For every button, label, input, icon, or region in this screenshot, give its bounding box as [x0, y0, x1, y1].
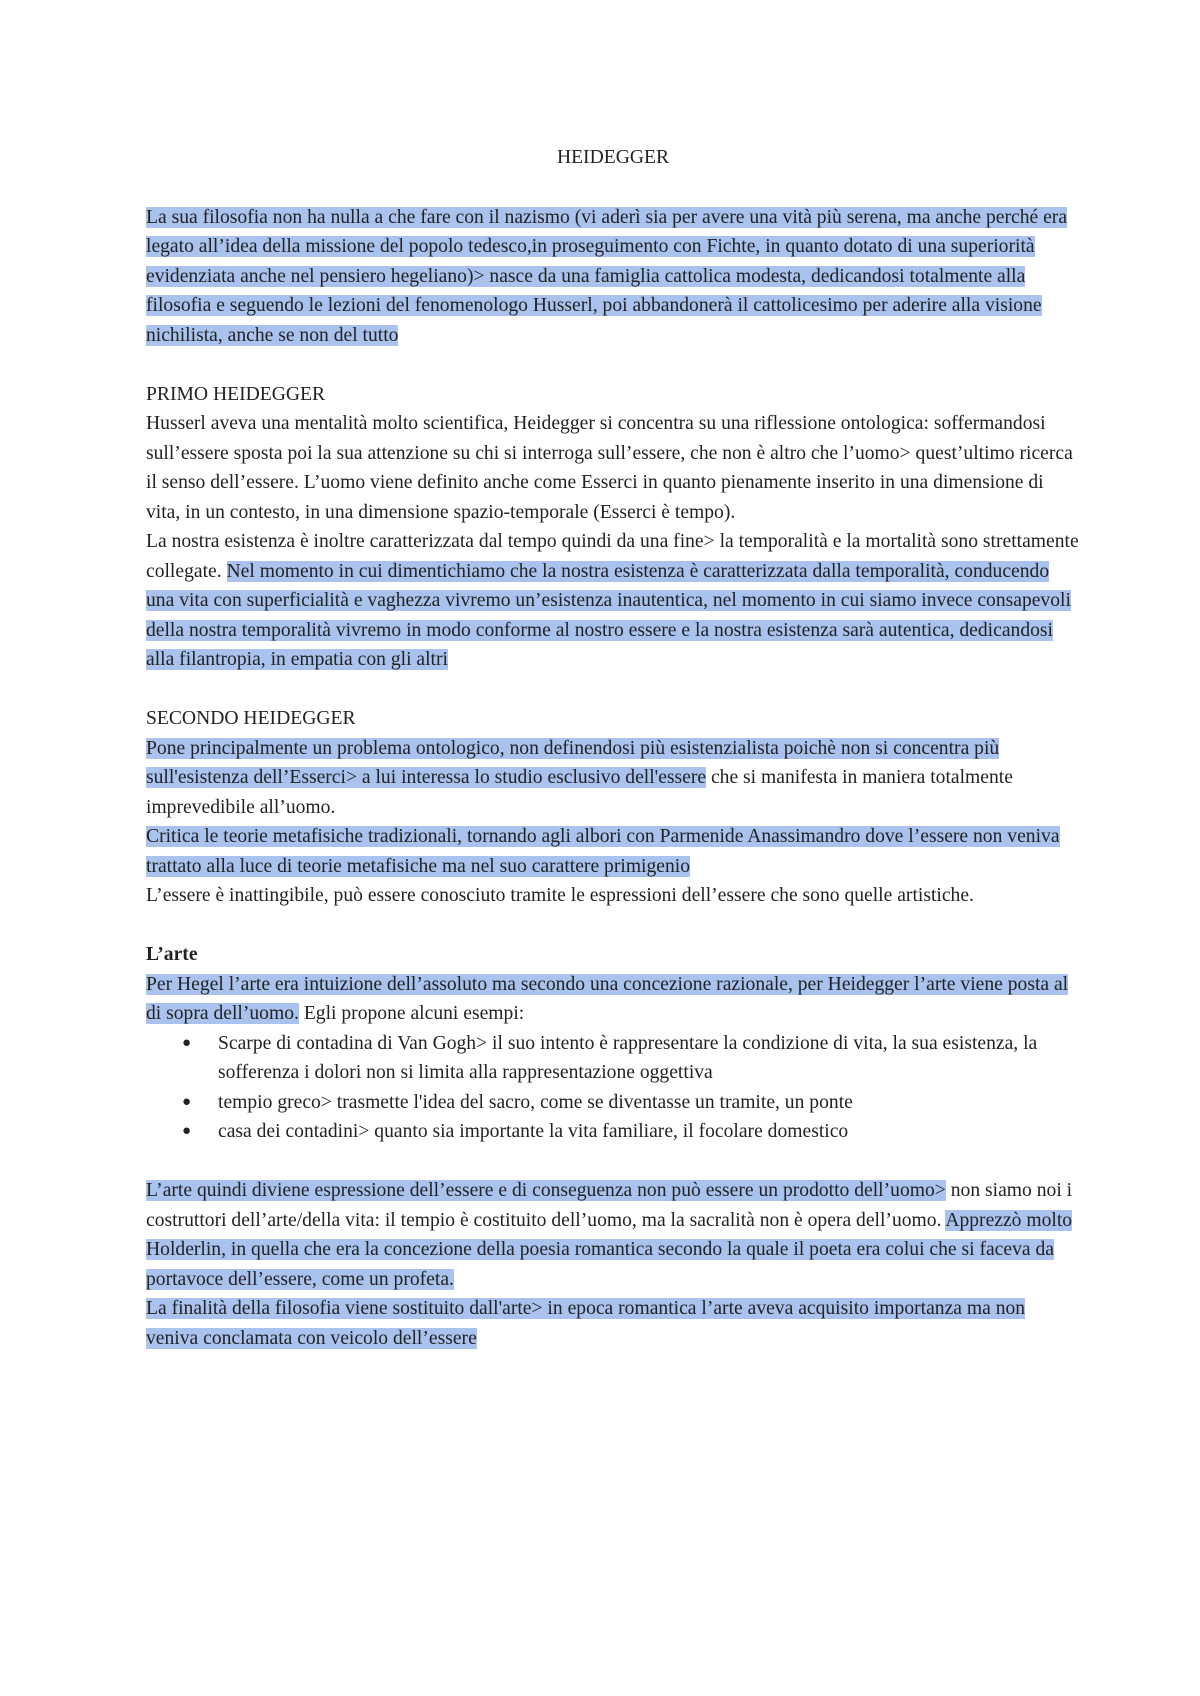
secondo-p1-highlight: Pone principalmente un problema ontologico, non definendosi più esistenzialista poichè non si concentra più sull'esistenza dell’Esserci> a lui interessa lo studio esclusivo dell'essere	[146, 737, 1000, 788]
secondo-p2-highlight: Critica le teorie metafisiche tradizionali, tornando agli albori con Parmenide Anassimandro dove l’essere non veniva trattato alla luce di teorie metafisiche ma nel suo carattere primigenio	[146, 826, 1060, 877]
arte-paragraph-1	[146, 970, 1080, 1029]
secondo-paragraph-3: L’essere è inattingibile, può essere conosciuto tramite le espressioni dell’essere che sono quelle artistiche.	[146, 885, 974, 906]
arte-p2-highlight: L’arte quindi diviene espressione dell’essere e di conseguenza non può essere un prodotto dell’uomo>	[146, 1180, 946, 1201]
secondo-paragraph-2	[146, 822, 1080, 881]
spacer	[146, 911, 1080, 941]
arte-p1-plain: Egli propone alcuni esempi:	[303, 1003, 525, 1024]
secondo-p1-plain: che si manifesta in maniera totalmente imprevedibile all’uomo.	[146, 767, 1013, 818]
primo-paragraph-1: Husserl aveva una mentalità molto scientifica, Heidegger si concentra su una riflessione ontologica: soffermandosi sull’essere sposta poi la sua attenzione su chi si interroga sull’essere, che non è altro che l’uomo> quest’ultimo ricerca il senso dell’essere. L’uomo viene definito anche come Esserci in quanto pienamente inserito in una dimensione di vita, in un contesto, in una dimensione spazio-temporale (Esserci è tempo).	[146, 413, 1073, 523]
primo-paragraph-2	[146, 527, 1080, 675]
spacer	[146, 1147, 1080, 1177]
arte-examples-list	[146, 1029, 1080, 1147]
spacer	[146, 350, 1080, 380]
intro-paragraph	[146, 203, 1080, 351]
secondo-heading: SECONDO HEIDEGGER	[146, 708, 356, 729]
spacer	[146, 675, 1080, 705]
primo-heading: PRIMO HEIDEGGER	[146, 383, 326, 405]
list-item: ● casa dei contadini> quanto sia importante la vita familiare, il focolare domestico	[182, 1117, 1080, 1147]
secondo-paragraph-1	[146, 734, 1080, 823]
primo-p2-plain: La nostra esistenza è inoltre caratterizzata dal tempo quindi da una fine> la temporalità e la mortalità sono strettamente collegate.	[146, 531, 1079, 582]
arte-p1-highlight: Per Hegel l’arte era intuizione dell’assoluto ma secondo una concezione razionale, per Heidegger l’arte viene posta al di sopra dell’uomo.	[146, 973, 1069, 1024]
arte-paragraph-2	[146, 1176, 1080, 1294]
list-item: ● Scarpe di contadina di Van Gogh> il suo intento è rappresentare la condizione di vita, la sua esistenza, la sofferenza i dolori non si limita alla rappresentazione oggettiva	[182, 1029, 1080, 1088]
arte-paragraph-3	[146, 1294, 1080, 1353]
document-title: HEIDEGGER	[556, 147, 670, 168]
list-item: ● tempio greco> trasmette l'idea del sacro, come se diventasse un tramite, un ponte	[182, 1088, 1080, 1118]
arte-p2-plain: non siamo noi i costruttori dell’arte/della vita: il tempio è costituito dell’uomo, ma la sacralità non è opera dell’uomo.	[146, 1180, 1073, 1231]
arte-p2-highlight-2: Apprezzò molto Holderlin, in quella che era la concezione della poesia romantica secondo la quale il poeta era colui che si faceva da portavoce dell’essere, come un profeta.	[146, 1209, 1073, 1290]
arte-heading: L’arte	[146, 944, 198, 965]
intro-highlight: La sua filosofia non ha nulla a che fare con il nazismo (vi aderì sia per avere una vità più serena, ma anche perché era legato all’idea della missione del popolo tedesco,in proseguimento con Fichte, in quanto dotato di una superiorità evidenziata anche nel pensiero hegeliano)> nasce da una famiglia cattolica modesta, dedicandosi totalmente alla filosofia e seguendo le lezioni del fenomenologo Husserl, poi abbandonerà il cattolicesimo per aderire alla visione nichilista, anche se non del tutto	[146, 206, 1068, 346]
arte-p3-highlight: La finalità della filosofia viene sostituito dall'arte> in epoca romantica l’arte aveva acquisito importanza ma non veniva conclamata con veicolo dell’essere	[146, 1298, 1026, 1349]
primo-p2-highlight: Nel momento in cui dimentichiamo che la nostra esistenza è caratterizzata dalla temporalità, conducendo una vita con superficialità e vaghezza vivremo un’esistenza inautentica, nel momento in cui siamo invece consapevoli della nostra temporalità vivremo in modo conforme al nostro essere e la nostra esistenza sarà autentica, dedicandosi alla filantropia, in empatia con gli altri	[146, 560, 1071, 670]
